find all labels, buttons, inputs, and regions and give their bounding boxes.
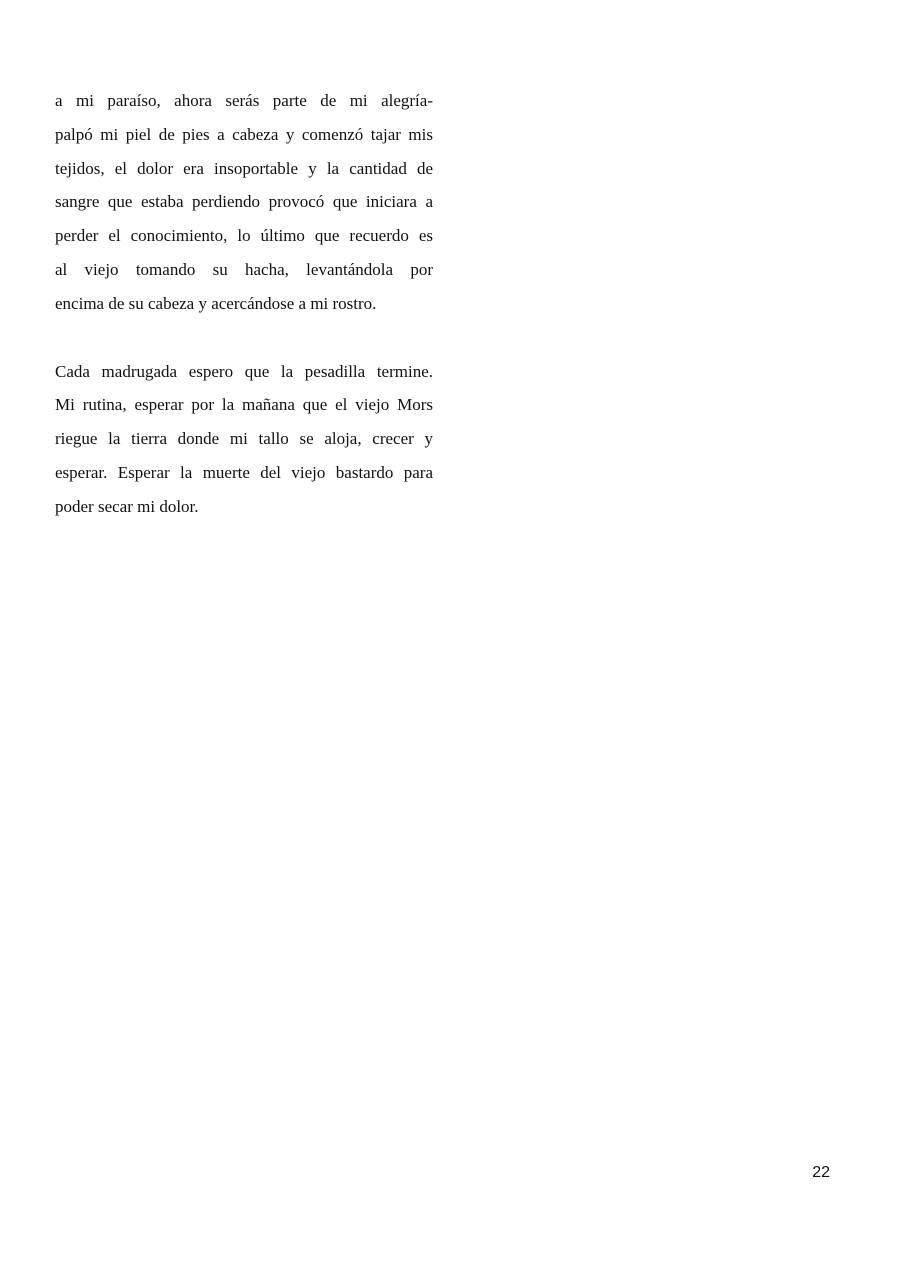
text-line: poder secar mi dolor. (55, 496, 199, 516)
page-number: 22 (812, 1164, 830, 1181)
paragraph-gap (55, 321, 433, 355)
text-line: encima de su cabeza y acercándose a mi rostro. (55, 293, 377, 313)
text-line: Mi rutina, esperar por la mañana que el viejo Mors (55, 395, 433, 415)
text-line: palpó mi piel de pies a cabeza y comenzó tajar mis (55, 124, 433, 144)
text-line: esperar. Esperar la muerte del viejo bastardo para (55, 462, 433, 482)
body-text (55, 84, 433, 524)
paragraph-2 (55, 355, 433, 524)
text-line: sangre que estaba perdiendo provocó que iniciara a (55, 192, 433, 212)
text-line: tejidos, el dolor era insoportable y la cantidad de (55, 158, 433, 178)
text-line: perder el conocimiento, lo último que recuerdo es (55, 226, 433, 246)
text-line: al viejo tomando su hacha, levantándola por (55, 259, 433, 279)
text-line: a mi paraíso, ahora serás parte de mi alegría- (55, 91, 433, 110)
text-line: riegue la tierra donde mi tallo se aloja, crecer y (55, 429, 433, 449)
text-line: Cada madrugada espero que la pesadilla termine. (55, 361, 433, 381)
paragraph-1 (55, 84, 433, 321)
